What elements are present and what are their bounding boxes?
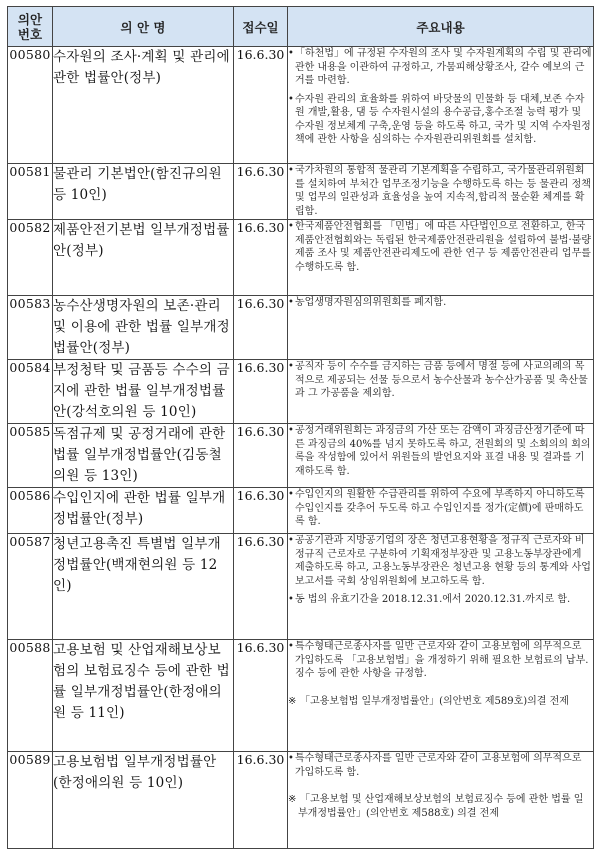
bill-name-text: 청년고용촉진 특별법 일부개정법률안(백재현의원 등 12인) (53, 536, 221, 594)
bill-name-text: 고용보험 및 산업재해보상보험의 보험료징수 등에 관한 법률 일부개정법률안(한정애의원 등 11인) (53, 642, 230, 721)
bill-row (8, 488, 594, 534)
bill-main-content (288, 164, 594, 220)
bill-name (53, 534, 234, 640)
bill-row (8, 164, 594, 220)
bill-name (53, 424, 234, 488)
bill-received-date-text: 16.6.30 (236, 220, 285, 235)
bill-received-date (234, 640, 288, 752)
bill-main-content (288, 534, 594, 640)
bill-name (53, 47, 234, 164)
bill-row (8, 424, 594, 488)
table-header-row (8, 7, 594, 47)
content-note (288, 793, 593, 820)
bill-number-text: 00587 (9, 534, 51, 549)
bill-number (8, 164, 53, 220)
header-bill-number-label: 의안 번호 (17, 11, 43, 42)
content-bullet: • 공공기관과 지방공기업의 장은 청년고용현황을 정규직 근로자와 비정규직 근로자로 구분하여 기획재정부장관 및 고용노동부장관에게 제출하도록 하고, 고용노동부장관은 청년고용 현황 등의 통계와 사업보고서를 국회 상임위원회에 보고하도록 함. (288, 534, 593, 588)
bill-number-text: 00585 (9, 424, 51, 439)
bill-number-text: 00586 (9, 488, 51, 503)
bill-received-date-text: 16.6.30 (236, 752, 285, 767)
bill-name-text: 수입인지에 관한 법률 일부개정법률안(정부) (53, 490, 226, 527)
bill-received-date-text: 16.6.30 (236, 424, 285, 439)
bill-name-text: 수자원의 조사·계획 및 관리에 관한 법률안(정부) (53, 49, 230, 86)
header-received-date-label: 접수일 (242, 19, 279, 35)
bill-number (8, 424, 53, 488)
bill-row (8, 296, 594, 360)
header-bill-name (53, 7, 234, 47)
bill-received-date-text: 16.6.30 (236, 164, 285, 179)
bill-received-date-text: 16.6.30 (236, 296, 285, 311)
bill-row (8, 640, 594, 752)
content-bullet: • 동 법의 유효기간을 2018.12.31.에서 2020.12.31.까지로 함. (288, 593, 593, 607)
bill-received-date-text: 16.6.30 (236, 488, 285, 503)
bill-number-text: 00580 (9, 47, 51, 62)
bill-main-content (288, 424, 594, 488)
bill-received-date (234, 534, 288, 640)
bill-number-text: 00589 (9, 752, 51, 767)
bill-name-text: 독점규제 및 공정거래에 관한 법률 일부개정법률안(김동철의원 등 13인) (53, 426, 226, 484)
bill-main-content (288, 360, 594, 424)
note-mark: ※ (288, 695, 297, 707)
bill-row (8, 534, 594, 640)
content-bullet: • 농업생명자원심의위원회를 폐지함. (288, 296, 593, 310)
content-bullet: • 수자원 관리의 효율화를 위하여 바닷물의 민물화 등 대체,보존 수자원 개발,활용, 댐 등 수자원시설의 용수공급,홍수조절 능력 평가 및 수자원 정보체계 구축,운영 등을 하도록 하고, 국가 및 지역 수자원정책에 관한 사항을 심의하는 수자원관리위원회를 설치함. (288, 93, 593, 147)
bill-received-date-text: 16.6.30 (236, 360, 285, 375)
bill-received-date (234, 360, 288, 424)
bill-main-content (288, 488, 594, 534)
content-bullet: • 공정거래위원회는 과징금의 가산 또는 감액이 과징금산정기준에 따른 과징금의 40%를 넘지 못하도록 하고, 전원회의 및 소회의의 회의록을 작성함에 있어서 위원들의 발언요지와 표결 내용 및 결과를 기재하도록 함. (288, 424, 593, 478)
content-bullet: • 공직자 등이 수수를 금지하는 금품 등에서 명절 등에 사교의례의 목적으로 제공되는 선물 등으로서 농수산물과 농수산가공품 및 축산물과 그 가공품을 제외함. (288, 360, 593, 401)
bill-number-text: 00588 (9, 640, 51, 655)
bill-number-text: 00584 (9, 360, 51, 375)
bill-received-date (234, 296, 288, 360)
bill-main-content (288, 220, 594, 296)
bill-name (53, 164, 234, 220)
bill-list-document (7, 6, 593, 849)
bill-received-date (234, 220, 288, 296)
bill-row (8, 220, 594, 296)
bill-name-text: 부정청탁 및 금품등 수수의 금지에 관한 법률 일부개정법률안(강석호의원 등 10인) (53, 362, 230, 420)
bill-name (53, 488, 234, 534)
note-text: 「고용보험 및 산업재해보상보험의 보험료징수 등에 관한 법률 일부개정법률안」(의안번호 제588호) 의결 전제 (298, 794, 584, 819)
bill-number (8, 488, 53, 534)
bill-name (53, 640, 234, 752)
bill-received-date-text: 16.6.30 (236, 640, 285, 655)
content-bullet: • 수입인지의 원활한 수급관리를 위하여 수요에 부족하지 아니하도록 수입인지를 갖추어 두도록 하고 수입인지를 정가(定價)에 판매하도록 함. (288, 488, 593, 529)
bill-main-content (288, 296, 594, 360)
bill-number-text: 00582 (9, 220, 51, 235)
bill-row (8, 360, 594, 424)
bill-number (8, 47, 53, 164)
bill-main-content (288, 47, 594, 164)
bill-main-content (288, 640, 594, 752)
bill-name (53, 296, 234, 360)
bill-number (8, 360, 53, 424)
content-bullet: • 특수형태근로종사자를 일반 근로자와 같이 고용보험에 의무적으로 가입하도록 함. (288, 752, 593, 779)
bill-name-text: 농수산생명자원의 보존·관리 및 이용에 관한 법률 일부개정법률안(정부) (53, 298, 230, 356)
bill-received-date (234, 424, 288, 488)
bill-number-text: 00581 (9, 164, 51, 179)
header-main-content-label: 주요내용 (416, 19, 465, 35)
bill-row (8, 47, 594, 164)
bill-name-text: 고용보험법 일부개정법률안(한정애의원 등 10인) (53, 754, 217, 791)
bill-table (7, 6, 594, 849)
bill-received-date-text: 16.6.30 (236, 47, 285, 62)
bill-name (53, 360, 234, 424)
bill-number-text: 00583 (9, 296, 51, 311)
bill-received-date (234, 164, 288, 220)
bill-number (8, 296, 53, 360)
header-bill-name-label: 의 안 명 (120, 19, 166, 35)
content-bullet: • 한국제품안전협회를 「민법」에 따른 사단법인으로 전환하고, 한국제품안전협회와는 독립된 한국제품안전관리원을 설립하여 불법·불량제품 조사 및 제품안전관리제도에 관한 연구 등 제품안전관리 업무를 수행하도록 함. (288, 220, 593, 274)
bill-name-text: 물관리 기본법안(함진규의원 등 10인) (53, 166, 222, 203)
note-mark: ※ (288, 794, 297, 805)
bill-name-text: 제품안전기본법 일부개정법률안(정부) (53, 222, 230, 259)
content-note (288, 695, 593, 709)
bill-number (8, 640, 53, 752)
content-bullet: • 특수형태근로종사자를 일반 근로자와 같이 고용보험에 의무적으로 가입하도록 「고용보험법」을 개정하기 위해 필요한 보험료의 납부.징수 등에 관한 사항을 규정함. (288, 640, 593, 681)
content-bullet: • 「하천법」에 규정된 수자원의 조사 및 수자원계획의 수립 및 관리에 관한 내용을 이관하여 규정하고, 가뭄피해상황조사, 갈수 예보의 근거를 마련함. (288, 47, 593, 88)
content-bullet: • 국가차원의 통합적 물관리 기본계획을 수립하고, 국가물관리위원회를 설치하여 부처간 업무조정기능을 수행하도록 하는 등 물관리 정책 및 업무의 일관성과 효율성을 높여 지속적,합리적 물순환 체계를 확립함. (288, 164, 593, 218)
bill-received-date (234, 488, 288, 534)
header-received-date (234, 7, 288, 47)
note-text: 「고용보험법 일부개정법률안」(의안번호 제589호)의결 전제 (300, 695, 569, 707)
bill-received-date-text: 16.6.30 (236, 534, 285, 549)
bill-table-body (8, 47, 594, 849)
header-bill-number (8, 7, 53, 47)
bill-received-date (234, 47, 288, 164)
header-main-content (288, 7, 594, 47)
bill-number (8, 534, 53, 640)
bill-name (53, 220, 234, 296)
bill-number (8, 220, 53, 296)
